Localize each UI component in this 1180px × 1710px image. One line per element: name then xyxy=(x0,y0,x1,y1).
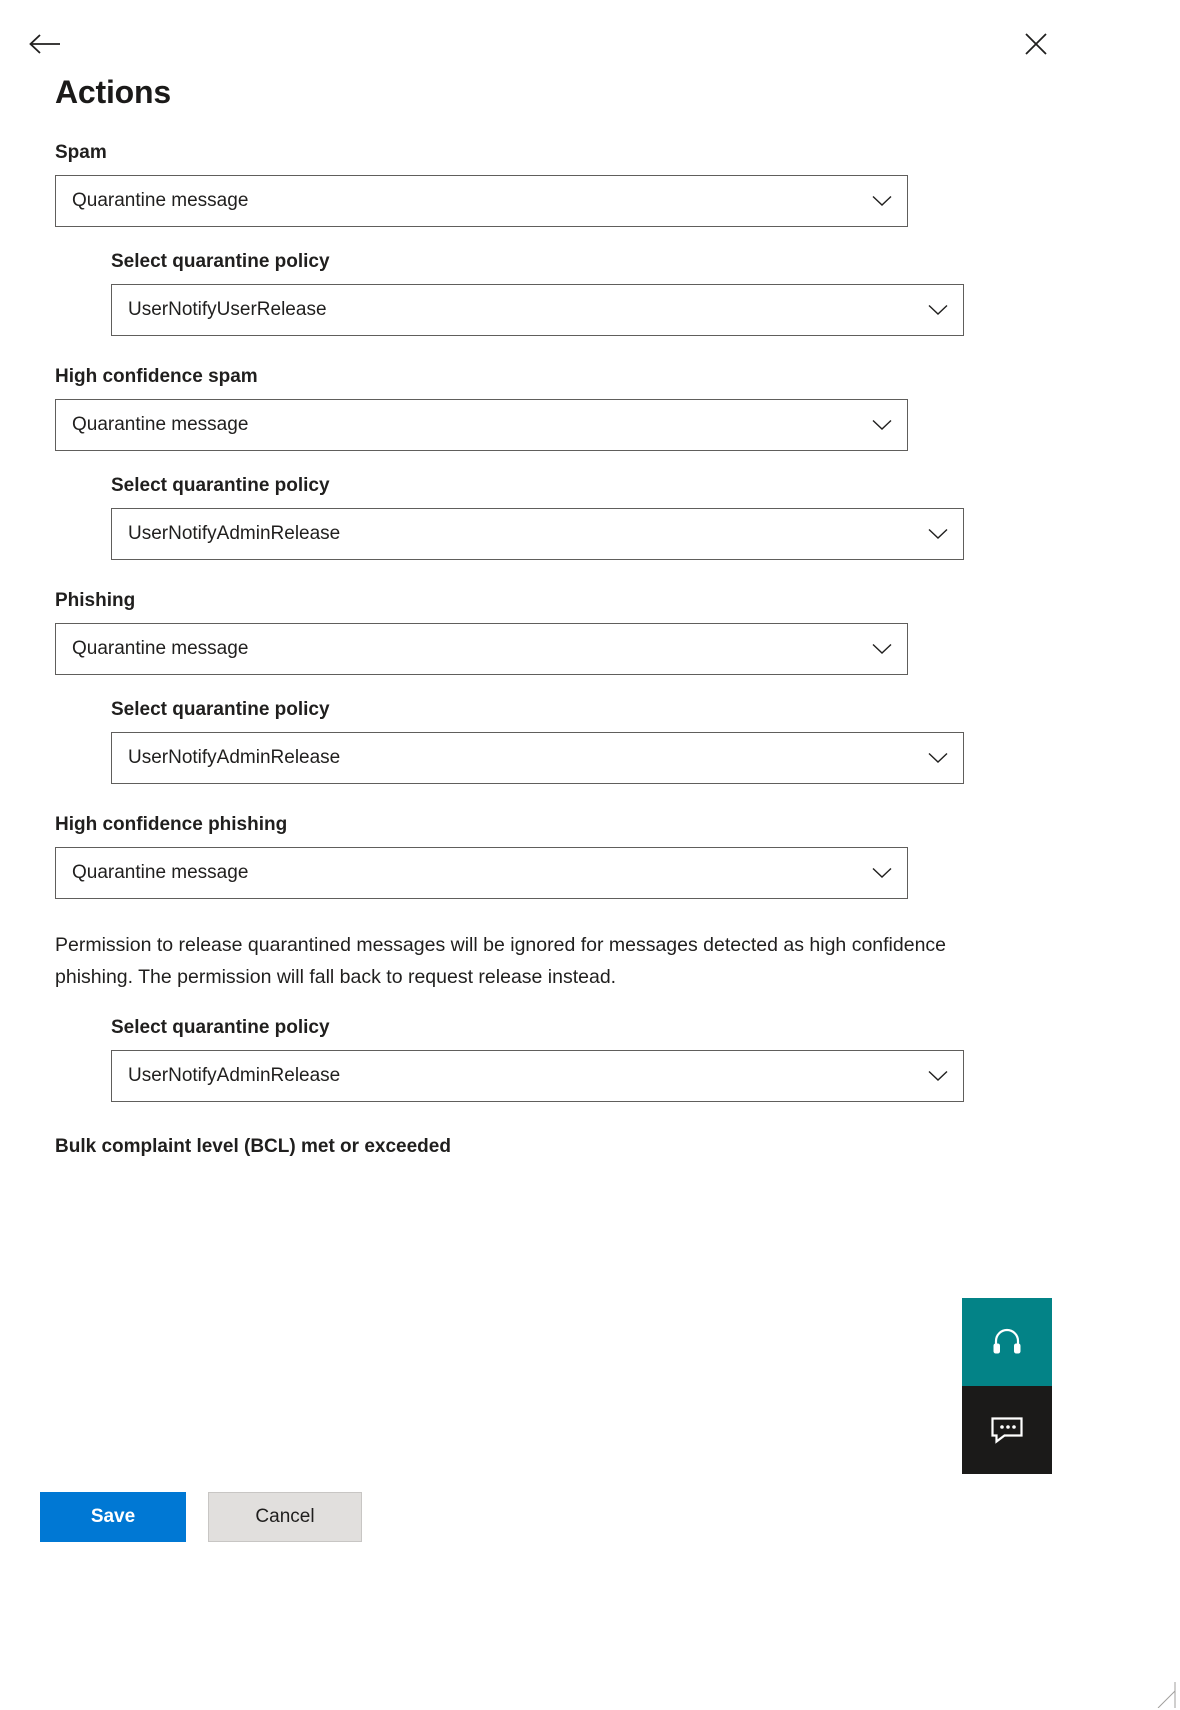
feedback-icon[interactable] xyxy=(962,1386,1052,1474)
high-confidence-phishing-action-dropdown[interactable] xyxy=(55,847,908,899)
phishing-action-dropdown[interactable] xyxy=(55,623,908,675)
field-label-high-confidence-spam: High confidence spam xyxy=(55,366,258,387)
field-high-confidence-spam xyxy=(0,364,1078,451)
field-high-confidence-phishing xyxy=(0,812,1078,899)
field-phishing-policy xyxy=(0,697,1078,784)
field-label-high-confidence-phishing: High confidence phishing xyxy=(55,814,288,835)
high-confidence-spam-quarantine-policy-dropdown[interactable] xyxy=(111,508,964,560)
save-button[interactable]: Save xyxy=(40,1492,186,1542)
high-confidence-spam-action-value: Quarantine message xyxy=(72,414,249,435)
chevron-down-icon xyxy=(871,638,893,660)
phishing-quarantine-policy-value: UserNotifyAdminRelease xyxy=(128,747,341,768)
page-title: Actions xyxy=(55,74,171,110)
field-high-confidence-spam-policy xyxy=(0,473,1078,560)
high-confidence-phishing-quarantine-policy-value: UserNotifyAdminRelease xyxy=(128,1065,341,1086)
field-label-bulk-complaint-level: Bulk complaint level (BCL) met or exceeded xyxy=(55,1136,451,1157)
spam-action-value: Quarantine message xyxy=(72,190,249,211)
chevron-down-icon xyxy=(871,414,893,436)
chevron-down-icon xyxy=(871,190,893,212)
high-confidence-spam-quarantine-policy-value: UserNotifyAdminRelease xyxy=(128,523,341,544)
chevron-down-icon xyxy=(927,747,949,769)
field-spam-policy xyxy=(0,249,1078,336)
field-label-high-confidence-phishing-policy: Select quarantine policy xyxy=(111,1017,330,1038)
chevron-down-icon xyxy=(927,299,949,321)
field-label-phishing-policy: Select quarantine policy xyxy=(111,699,330,720)
panel-footer xyxy=(0,1484,1078,1593)
phishing-action-value: Quarantine message xyxy=(72,638,249,659)
cancel-button[interactable]: Cancel xyxy=(208,1492,362,1542)
field-label-phishing: Phishing xyxy=(55,590,136,611)
headset-icon[interactable] xyxy=(962,1298,1052,1386)
field-label-spam: Spam xyxy=(55,142,107,163)
back-arrow-icon[interactable] xyxy=(22,22,66,66)
high-confidence-phishing-quarantine-policy-dropdown[interactable] xyxy=(111,1050,964,1102)
phishing-quarantine-policy-dropdown[interactable] xyxy=(111,732,964,784)
spam-quarantine-policy-dropdown[interactable] xyxy=(111,284,964,336)
high-confidence-phishing-note: Permission to release quarantined messages will be ignored for messages detected as high confidence phishing. The permission will fall back to request release instead. xyxy=(55,934,947,988)
spam-quarantine-policy-value: UserNotifyUserRelease xyxy=(128,299,327,320)
field-phishing xyxy=(0,588,1078,675)
chevron-down-icon xyxy=(927,1065,949,1087)
spam-action-dropdown[interactable] xyxy=(55,175,908,227)
chevron-down-icon xyxy=(871,862,893,884)
resize-corner-icon xyxy=(1154,1682,1176,1708)
field-label-spam-policy: Select quarantine policy xyxy=(111,251,330,272)
panel-topbar xyxy=(0,0,1078,72)
high-confidence-phishing-action-value: Quarantine message xyxy=(72,862,249,883)
field-spam xyxy=(0,140,1078,227)
field-label-high-confidence-spam-policy: Select quarantine policy xyxy=(111,475,330,496)
panel-content xyxy=(0,72,1078,1600)
field-high-confidence-phishing-policy xyxy=(0,1015,1078,1102)
help-widgets xyxy=(962,1298,1052,1474)
high-confidence-spam-action-dropdown[interactable] xyxy=(55,399,908,451)
chevron-down-icon xyxy=(927,523,949,545)
close-icon[interactable] xyxy=(1014,22,1058,66)
